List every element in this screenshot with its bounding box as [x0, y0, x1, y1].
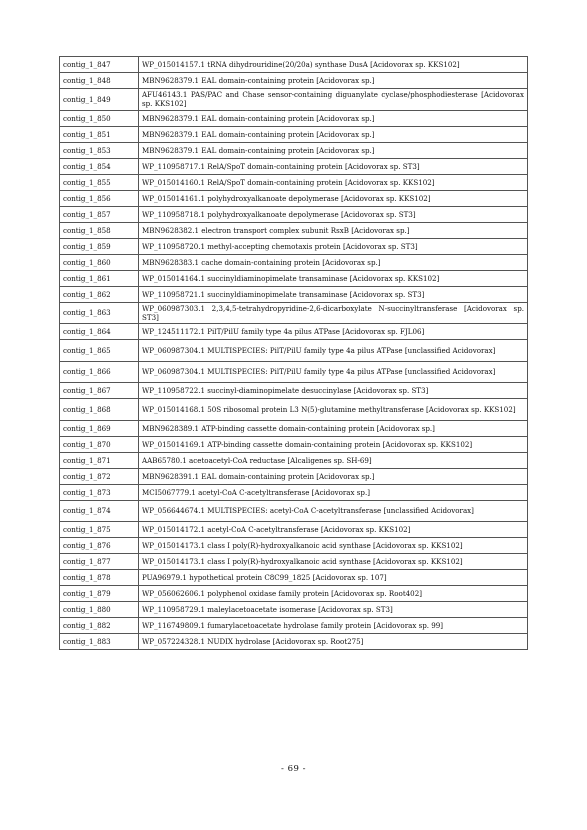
contig-id-cell: contig_1_849	[60, 89, 139, 111]
protein-description-cell: MBN9628383.1 cache domain-containing protein [Acidovorax sp.]	[139, 254, 528, 270]
contig-id-cell: contig_1_861	[60, 270, 139, 286]
contig-id-cell: contig_1_860	[60, 254, 139, 270]
protein-description-cell: WP_110958717.1 RelA/SpoT domain-containing protein [Acidovorax sp. ST3]	[139, 158, 528, 174]
table-row	[60, 89, 528, 111]
table-row	[60, 602, 528, 618]
contig-id-cell: contig_1_870	[60, 436, 139, 452]
protein-description-cell: MBN9628389.1 ATP-binding cassette domain-containing protein [Acidovorax sp.]	[139, 420, 528, 436]
protein-description-cell: AAB65780.1 acetoacetyl-CoA reductase [Alcaligenes sp. SH-69]	[139, 452, 528, 468]
table-row	[60, 452, 528, 468]
contig-id-cell: contig_1_882	[60, 618, 139, 634]
table-row	[60, 254, 528, 270]
contig-annotation-table	[59, 56, 528, 650]
protein-description-cell: WP_110958718.1 polyhydroxyalkanoate depolymerase [Acidovorax sp. ST3]	[139, 206, 528, 222]
table-row	[60, 110, 528, 126]
contig-id-cell: contig_1_874	[60, 500, 139, 522]
protein-description-cell: MBN9628379.1 EAL domain-containing protein [Acidovorax sp.]	[139, 126, 528, 142]
contig-id-cell: contig_1_863	[60, 302, 139, 324]
table-row	[60, 57, 528, 73]
protein-description-cell: WP_015014173.1 class I poly(R)-hydroxyalkanoic acid synthase [Acidovorax sp. KKS102]	[139, 554, 528, 570]
protein-description-cell: WP_060987304.1 MULTISPECIES: PilT/PilU family type 4a pilus ATPase [unclassified Acidovorax]	[139, 361, 528, 383]
table-row	[60, 468, 528, 484]
protein-description-cell: WP_015014160.1 RelA/SpoT domain-containing protein [Acidovorax sp. KKS102]	[139, 174, 528, 190]
page-number: - 69 -	[281, 764, 306, 774]
protein-description-cell: MBN9628379.1 EAL domain-containing protein [Acidovorax sp.]	[139, 73, 528, 89]
protein-description-cell: WP_015014164.1 succinyldiaminopimelate transaminase [Acidovorax sp. KKS102]	[139, 270, 528, 286]
table-row	[60, 126, 528, 142]
table-row	[60, 222, 528, 238]
table-row	[60, 238, 528, 254]
table-row	[60, 484, 528, 500]
protein-description-cell: WP_056062606.1 polyphenol oxidase family protein [Acidovorax sp. Root402]	[139, 586, 528, 602]
table-row	[60, 436, 528, 452]
table-row	[60, 286, 528, 302]
table-row	[60, 324, 528, 340]
contig-id-cell: contig_1_876	[60, 538, 139, 554]
table-row	[60, 570, 528, 586]
contig-id-cell: contig_1_866	[60, 361, 139, 383]
contig-id-cell: contig_1_859	[60, 238, 139, 254]
table-row	[60, 206, 528, 222]
protein-description-cell: WP_116749809.1 fumarylacetoacetate hydrolase family protein [Acidovorax sp. 99]	[139, 618, 528, 634]
protein-description-cell: MCI5067779.1 acetyl-CoA C-acetyltransferase [Acidovorax sp.]	[139, 484, 528, 500]
contig-id-cell: contig_1_879	[60, 586, 139, 602]
contig-id-cell: contig_1_877	[60, 554, 139, 570]
table-row	[60, 618, 528, 634]
contig-id-cell: contig_1_878	[60, 570, 139, 586]
protein-description-cell: WP_124511172.1 PilT/PilU family type 4a pilus ATPase [Acidovorax sp. FJL06]	[139, 324, 528, 340]
protein-description-cell: WP_015014157.1 tRNA dihydrouridine(20/20a) synthase DusA [Acidovorax sp. KKS102]	[139, 57, 528, 73]
table-row	[60, 500, 528, 522]
table-row	[60, 554, 528, 570]
contig-id-cell: contig_1_871	[60, 452, 139, 468]
protein-description-cell: MBN9628379.1 EAL domain-containing protein [Acidovorax sp.]	[139, 142, 528, 158]
protein-description-cell: WP_015014168.1 50S ribosomal protein L3 N(5)-glutamine methyltransferase [Acidovorax sp. KKS102]	[139, 399, 528, 421]
contig-id-cell: contig_1_883	[60, 634, 139, 650]
contig-id-cell: contig_1_853	[60, 142, 139, 158]
contig-id-cell: contig_1_862	[60, 286, 139, 302]
contig-id-cell: contig_1_854	[60, 158, 139, 174]
contig-id-cell: contig_1_864	[60, 324, 139, 340]
table-row	[60, 383, 528, 399]
table-row	[60, 586, 528, 602]
contig-id-cell: contig_1_869	[60, 420, 139, 436]
protein-description-cell: WP_015014161.1 polyhydroxyalkanoate depolymerase [Acidovorax sp. KKS102]	[139, 190, 528, 206]
contig-id-cell: contig_1_875	[60, 522, 139, 538]
contig-id-cell: contig_1_847	[60, 57, 139, 73]
contig-id-cell: contig_1_880	[60, 602, 139, 618]
contig-id-cell: contig_1_858	[60, 222, 139, 238]
protein-description-cell: WP_060987304.1 MULTISPECIES: PilT/PilU family type 4a pilus ATPase [unclassified Acidovorax]	[139, 340, 528, 362]
contig-id-cell: contig_1_848	[60, 73, 139, 89]
contig-id-cell: contig_1_857	[60, 206, 139, 222]
protein-description-cell: WP_110958721.1 succinyldiaminopimelate transaminase [Acidovorax sp. ST3]	[139, 286, 528, 302]
protein-description-cell: WP_110958720.1 methyl-accepting chemotaxis protein [Acidovorax sp. ST3]	[139, 238, 528, 254]
table-row	[60, 420, 528, 436]
table-row	[60, 399, 528, 421]
protein-description-cell: MBN9628391.1 EAL domain-containing protein [Acidovorax sp.]	[139, 468, 528, 484]
protein-description-cell: WP_056644674.1 MULTISPECIES: acetyl-CoA C-acetyltransferase [unclassified Acidovorax]	[139, 500, 528, 522]
protein-description-cell: WP_015014172.1 acetyl-CoA C-acetyltransferase [Acidovorax sp. KKS102]	[139, 522, 528, 538]
table-row	[60, 634, 528, 650]
table-row	[60, 174, 528, 190]
protein-description-cell: WP_057224328.1 NUDIX hydrolase [Acidovorax sp. Root275]	[139, 634, 528, 650]
protein-description-cell: WP_015014173.1 class I poly(R)-hydroxyalkanoic acid synthase [Acidovorax sp. KKS102]	[139, 538, 528, 554]
table-row	[60, 158, 528, 174]
contig-id-cell: contig_1_856	[60, 190, 139, 206]
table-row	[60, 302, 528, 324]
table-row	[60, 190, 528, 206]
contig-id-cell: contig_1_873	[60, 484, 139, 500]
contig-id-cell: contig_1_867	[60, 383, 139, 399]
table-row	[60, 340, 528, 362]
protein-description-cell: MBN9628382.1 electron transport complex subunit RsxB [Acidovorax sp.]	[139, 222, 528, 238]
contig-id-cell: contig_1_851	[60, 126, 139, 142]
protein-description-cell: WP_060987303.1 2,3,4,5-tetrahydropyridine-2,6-dicarboxylate N-succinyltransferase [Acidovorax sp. ST3]	[139, 302, 528, 324]
table-row	[60, 361, 528, 383]
protein-description-cell: PUA96979.1 hypothetical protein C8C99_1825 [Acidovorax sp. 107]	[139, 570, 528, 586]
contig-id-cell: contig_1_872	[60, 468, 139, 484]
protein-description-cell: MBN9628379.1 EAL domain-containing protein [Acidovorax sp.]	[139, 110, 528, 126]
contig-id-cell: contig_1_850	[60, 110, 139, 126]
protein-description-cell: WP_015014169.1 ATP-binding cassette domain-containing protein [Acidovorax sp. KKS102]	[139, 436, 528, 452]
table-row	[60, 73, 528, 89]
table-row	[60, 538, 528, 554]
protein-description-cell: WP_110958729.1 maleylacetoacetate isomerase [Acidovorax sp. ST3]	[139, 602, 528, 618]
table-row	[60, 270, 528, 286]
table-body	[60, 57, 528, 650]
table-row	[60, 522, 528, 538]
contig-id-cell: contig_1_865	[60, 340, 139, 362]
protein-description-cell: WP_110958722.1 succinyl-diaminopimelate desuccinylase [Acidovorax sp. ST3]	[139, 383, 528, 399]
contig-id-cell: contig_1_855	[60, 174, 139, 190]
protein-description-cell: AFU46143.1 PAS/PAC and Chase sensor-containing diguanylate cyclase/phosphodiesterase [Acidovorax sp. KKS102]	[139, 89, 528, 111]
table-row	[60, 142, 528, 158]
contig-id-cell: contig_1_868	[60, 399, 139, 421]
